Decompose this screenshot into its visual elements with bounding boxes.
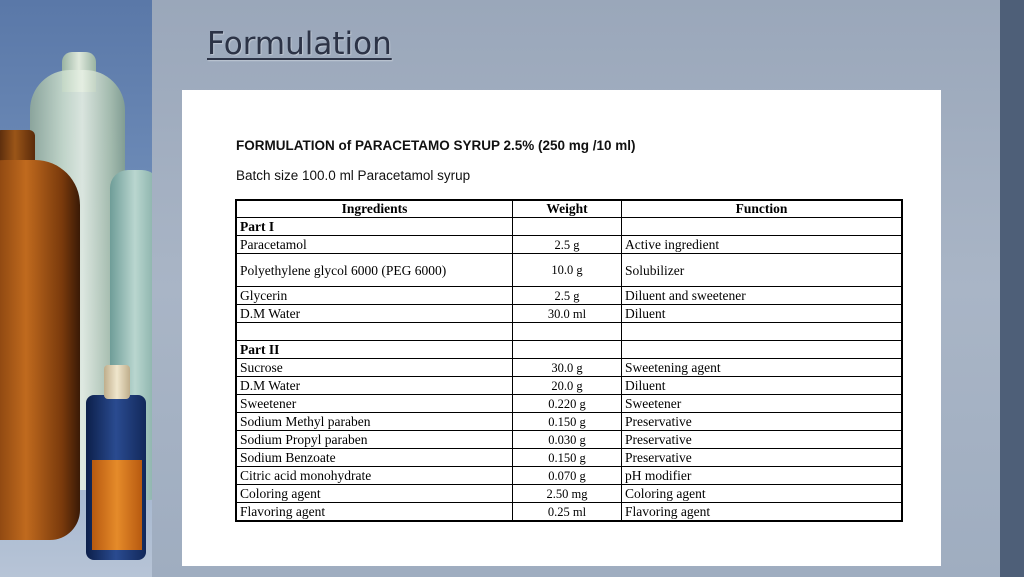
- table-row: [237, 305, 901, 322]
- table-row: [237, 485, 901, 502]
- table-spacer-row: [237, 323, 901, 340]
- ingredient-cell: Part I: [237, 218, 512, 235]
- ingredient-cell: Part II: [237, 341, 512, 358]
- weight-cell: [513, 323, 621, 340]
- table-row: [237, 236, 901, 253]
- table-section-row: [237, 341, 901, 358]
- function-cell: Diluent: [622, 377, 901, 394]
- ingredient-cell: Citric acid monohydrate: [237, 467, 512, 484]
- weight-cell: 10.0 g: [513, 254, 621, 286]
- table-row: [237, 377, 901, 394]
- table-row: [237, 395, 901, 412]
- function-cell: Active ingredient: [622, 236, 901, 253]
- function-cell: Preservative: [622, 431, 901, 448]
- ingredient-cell: Flavoring agent: [237, 503, 512, 520]
- function-cell: Flavoring agent: [622, 503, 901, 520]
- table-row: [237, 467, 901, 484]
- weight-cell: 2.5 g: [513, 236, 621, 253]
- right-accent-strip: [1000, 0, 1024, 577]
- function-cell: [622, 323, 901, 340]
- weight-cell: 2.5 g: [513, 287, 621, 304]
- amber-glass-bottle: [0, 160, 80, 540]
- ingredient-cell: Coloring agent: [237, 485, 512, 502]
- ingredient-cell: Sucrose: [237, 359, 512, 376]
- table-row: [237, 254, 901, 286]
- ingredient-cell: Polyethylene glycol 6000 (PEG 6000): [237, 254, 512, 286]
- formulation-table: [235, 199, 903, 522]
- function-cell: Sweetener: [622, 395, 901, 412]
- ingredient-cell: Paracetamol: [237, 236, 512, 253]
- header-function: Function: [622, 201, 901, 217]
- table-row: [237, 413, 901, 430]
- function-cell: Diluent and sweetener: [622, 287, 901, 304]
- bottles-photo: [0, 0, 152, 577]
- slide-title: Formulation: [207, 26, 392, 62]
- document-heading: FORMULATION of PARACETAMO SYRUP 2.5% (250 mg /10 ml): [236, 138, 636, 153]
- table-row: [237, 287, 901, 304]
- ingredient-cell: Sodium Methyl paraben: [237, 413, 512, 430]
- batch-size-text: Batch size 100.0 ml Paracetamol syrup: [236, 168, 471, 183]
- table-header-row: [237, 201, 901, 217]
- ingredient-cell: Sweetener: [237, 395, 512, 412]
- function-cell: pH modifier: [622, 467, 901, 484]
- header-ingredients: Ingredients: [237, 201, 512, 217]
- function-cell: [622, 218, 901, 235]
- weight-cell: 0.150 g: [513, 413, 621, 430]
- weight-cell: 0.030 g: [513, 431, 621, 448]
- weight-cell: 0.070 g: [513, 467, 621, 484]
- weight-cell: 30.0 ml: [513, 305, 621, 322]
- function-cell: [622, 341, 901, 358]
- blue-bottle-cap: [104, 365, 130, 399]
- weight-cell: 0.25 ml: [513, 503, 621, 520]
- function-cell: Solubilizer: [622, 254, 901, 286]
- function-cell: Preservative: [622, 449, 901, 466]
- ingredient-cell: D.M Water: [237, 305, 512, 322]
- table-row: [237, 449, 901, 466]
- weight-cell: [513, 341, 621, 358]
- table-row: [237, 431, 901, 448]
- ingredient-cell: Sodium Benzoate: [237, 449, 512, 466]
- header-weight: Weight: [513, 201, 621, 217]
- ingredient-cell: D.M Water: [237, 377, 512, 394]
- weight-cell: 30.0 g: [513, 359, 621, 376]
- ingredient-cell: [237, 323, 512, 340]
- weight-cell: 0.150 g: [513, 449, 621, 466]
- function-cell: Preservative: [622, 413, 901, 430]
- document-panel: [182, 90, 941, 566]
- weight-cell: 20.0 g: [513, 377, 621, 394]
- weight-cell: [513, 218, 621, 235]
- table-row: [237, 359, 901, 376]
- weight-cell: 2.50 mg: [513, 485, 621, 502]
- function-cell: Diluent: [622, 305, 901, 322]
- ingredient-cell: Glycerin: [237, 287, 512, 304]
- table-row: [237, 503, 901, 520]
- ingredient-cell: Sodium Propyl paraben: [237, 431, 512, 448]
- table-section-row: [237, 218, 901, 235]
- weight-cell: 0.220 g: [513, 395, 621, 412]
- function-cell: Sweetening agent: [622, 359, 901, 376]
- function-cell: Coloring agent: [622, 485, 901, 502]
- blue-bottle-label: [92, 460, 142, 550]
